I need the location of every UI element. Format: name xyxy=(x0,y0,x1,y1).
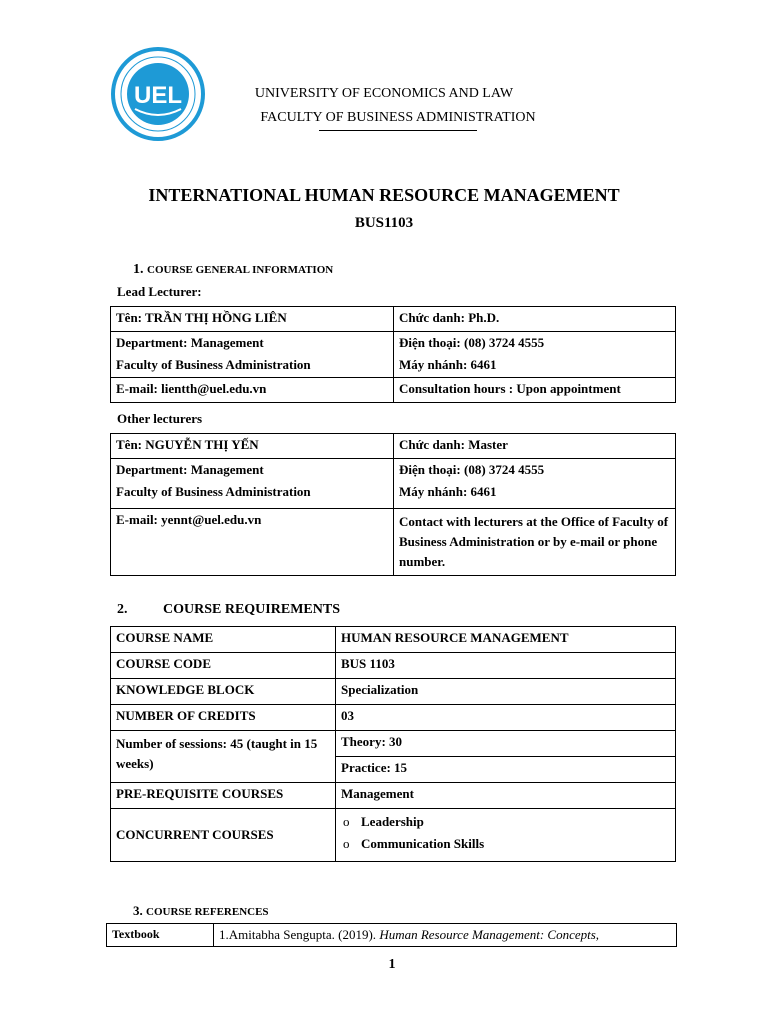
faculty-name: FACULTY OF BUSINESS ADMINISTRATION xyxy=(260,110,536,125)
lead-ext: Máy nhánh: 6461 xyxy=(399,357,497,372)
lead-lecturer-label: Lead Lecturer: xyxy=(117,284,202,299)
concurrent-label: CONCURRENT COURSES xyxy=(111,809,336,862)
course-name-label: COURSE NAME xyxy=(111,627,336,653)
logo-text: UEL xyxy=(134,82,182,109)
section-title: COURSE REFERENCES xyxy=(146,906,269,918)
section-title: COURSE REQUIREMENTS xyxy=(163,602,340,617)
section-title: COURSE GENERAL INFORMATION xyxy=(147,264,334,276)
other-ext: Máy nhánh: 6461 xyxy=(399,484,497,499)
practice-value: Practice: 15 xyxy=(336,757,676,783)
course-code-label: COURSE CODE xyxy=(111,653,336,679)
other-email: E-mail: yennt@uel.edu.vn xyxy=(111,509,394,576)
course-references-table xyxy=(106,923,677,947)
lead-email: E-mail: lientth@uel.edu.vn xyxy=(111,378,394,403)
prereq-label: PRE-REQUISITE COURSES xyxy=(111,783,336,809)
course-name-value: HUMAN RESOURCE MANAGEMENT xyxy=(336,627,676,653)
lead-department: Department: Management xyxy=(116,335,264,350)
lead-title: Chức danh: Ph.D. xyxy=(394,307,676,332)
textbook-title: Human Resource Management: Concepts, xyxy=(379,927,600,942)
lead-name: Tên: TRẦN THỊ HỒNG LIÊN xyxy=(111,307,394,332)
other-phone: Điện thoại: (08) 3724 4555 xyxy=(399,462,545,477)
university-name: UNIVERSITY OF ECONOMICS AND LAW xyxy=(254,86,514,101)
course-code-value: BUS 1103 xyxy=(336,653,676,679)
concurrent-list xyxy=(341,814,670,852)
theory-value: Theory: 30 xyxy=(336,731,676,757)
textbook-prefix: 1.Amitabha Sengupta. (2019). xyxy=(219,927,380,942)
other-faculty: Faculty of Business Administration xyxy=(116,484,311,499)
other-department: Department: Management xyxy=(116,462,264,477)
section-1-heading xyxy=(133,262,333,278)
credits-value: 03 xyxy=(336,705,676,731)
other-title: Chức danh: Master xyxy=(394,434,676,459)
lead-phone: Điện thoại: (08) 3724 4555 xyxy=(399,335,545,350)
lead-lecturer-table xyxy=(110,306,676,403)
other-lecturers-label: Other lecturers xyxy=(117,411,203,426)
knowledge-block-label: KNOWLEDGE BLOCK xyxy=(111,679,336,705)
other-contact: Contact with lecturers at the Office of Faculty of Business Administration or by e-mail or phone number. xyxy=(394,509,676,576)
section-number: 1. xyxy=(133,262,144,277)
lead-faculty: Faculty of Business Administration xyxy=(116,357,311,372)
list-item: o Leadership xyxy=(361,814,670,830)
knowledge-block-value: Specialization xyxy=(336,679,676,705)
course-title: INTERNATIONAL HUMAN RESOURCE MANAGEMENT xyxy=(148,185,620,205)
section-number: 2. xyxy=(117,602,128,617)
sessions-label: Number of sessions: 45 (taught in 15 weeks) xyxy=(111,731,336,783)
header-rule xyxy=(319,130,477,131)
section-number: 3. xyxy=(133,903,143,918)
credits-label: NUMBER OF CREDITS xyxy=(111,705,336,731)
prereq-value: Management xyxy=(336,783,676,809)
course-requirements-table xyxy=(110,626,676,862)
section-2-heading xyxy=(117,602,340,618)
textbook-label: Textbook xyxy=(107,924,214,947)
other-name: Tên: NGUYỄN THỊ YẾN xyxy=(111,434,394,459)
lead-consult: Consultation hours : Upon appointment xyxy=(394,378,676,403)
list-item: o Communication Skills xyxy=(361,836,670,852)
section-3-heading xyxy=(133,903,269,919)
course-code: BUS1103 xyxy=(354,215,414,231)
page-number: 1 xyxy=(388,957,396,972)
other-lecturer-table xyxy=(110,433,676,576)
